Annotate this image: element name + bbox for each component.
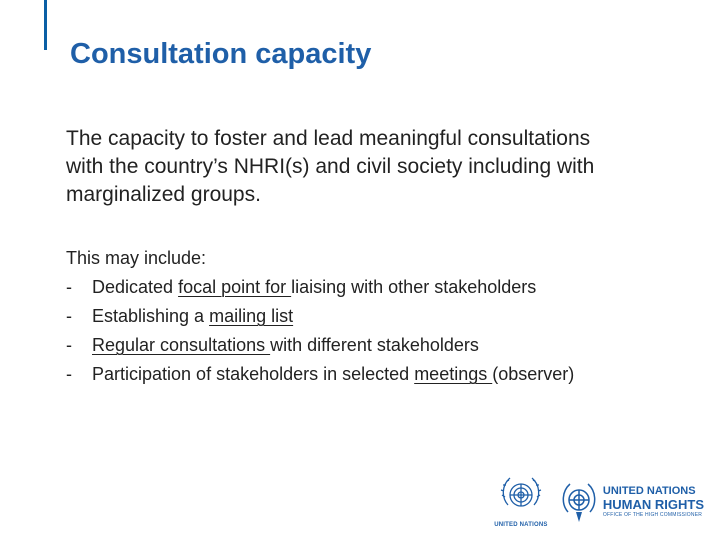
item-link[interactable]: Regular consultations (92, 335, 271, 355)
page-title: Consultation capacity (70, 38, 372, 70)
item-text: with different stakeholders (270, 335, 479, 355)
include-list-section (66, 244, 696, 389)
list-item (66, 302, 696, 331)
item-text: Dedicated (92, 277, 179, 297)
item-link[interactable]: focal point for (178, 277, 292, 297)
ohchr-line-1: UNITED NATIONS (602, 485, 696, 497)
list-item (66, 360, 696, 389)
footer-logos (493, 472, 704, 532)
dash-bullet: - (66, 277, 72, 297)
item-link[interactable]: meetings (414, 364, 493, 384)
item-link[interactable]: mailing list (209, 306, 294, 326)
ohchr-logo (559, 478, 704, 526)
list-item (66, 331, 696, 360)
item-text: (observer) (492, 364, 575, 384)
list-item (66, 273, 696, 302)
ohchr-emblem-icon (559, 478, 599, 526)
ohchr-line-2: HUMAN RIGHTS (602, 497, 704, 512)
item-text: Establishing a (92, 306, 210, 326)
dash-bullet: - (66, 335, 72, 355)
ohchr-line-3: OFFICE OF THE HIGH COMMISSIONER (602, 512, 703, 518)
bullet-list (66, 273, 696, 389)
dash-bullet: - (66, 306, 72, 326)
item-text: liaising with other stakeholders (291, 277, 537, 297)
intro-paragraph: The capacity to foster and lead meaningful consultations with the country’s NHRI(s) and civil society including with marginalized groups. (66, 127, 595, 206)
un-emblem-icon (497, 473, 545, 521)
un-logo (493, 473, 549, 531)
list-intro: This may include: (66, 248, 207, 268)
un-logo-label: UNITED NATIONS (494, 522, 548, 528)
ohchr-logo-text (603, 486, 704, 518)
dash-bullet: - (66, 364, 72, 384)
item-text: Participation of stakeholders in selected (92, 364, 415, 384)
accent-bar (44, 0, 47, 50)
